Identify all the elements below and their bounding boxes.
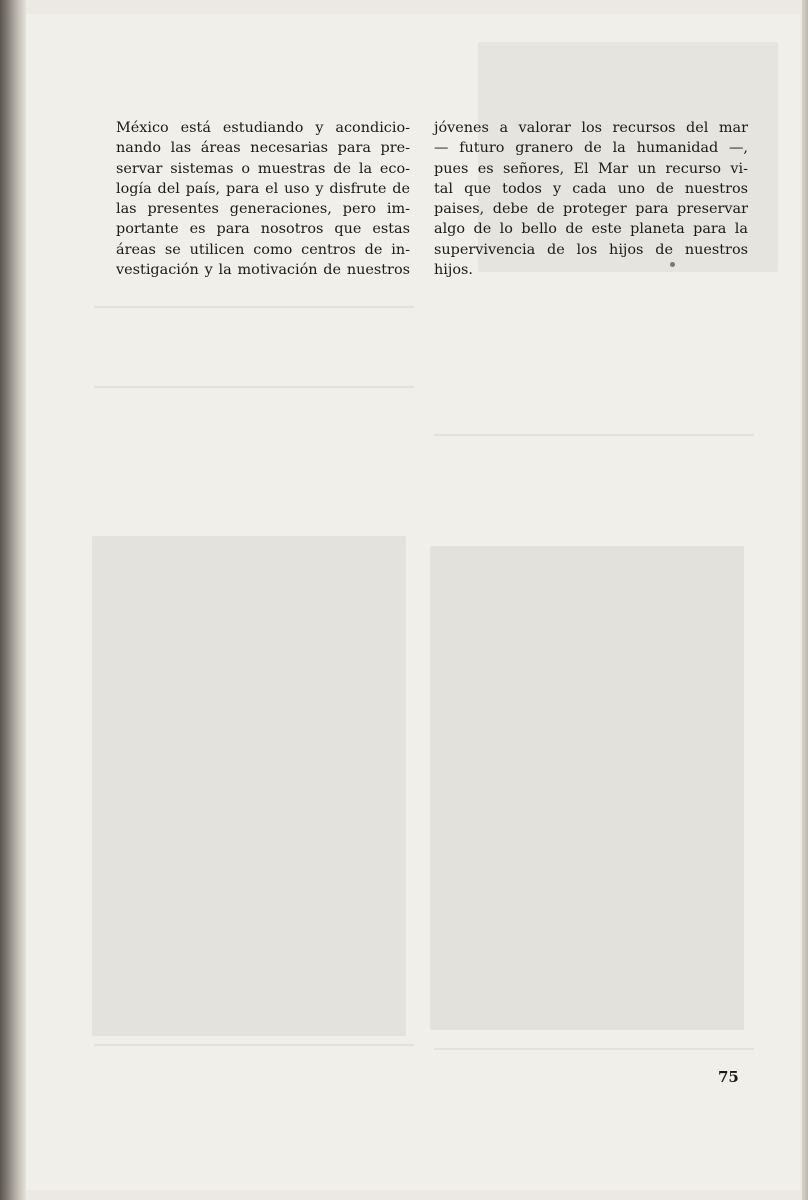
page-number: 75 <box>718 1068 739 1086</box>
text-line: paises, debe de proteger para preservar <box>434 201 748 218</box>
text-line: algo de lo bello de este planeta para la <box>434 221 748 238</box>
body-text-right-column <box>434 118 748 280</box>
bleed-through-line <box>94 306 414 308</box>
text-line: servar sistemas o muestras de la eco- <box>116 160 410 177</box>
bleed-through-line <box>434 434 754 436</box>
bleed-through-line <box>94 386 414 388</box>
book-binding-shadow <box>0 0 26 1200</box>
text-line: vestigación y la motivación de nuestros <box>116 262 410 279</box>
text-line: las presentes generaciones, pero im- <box>116 201 410 218</box>
text-line: jóvenes a valorar los recursos del mar <box>434 120 748 136</box>
text-line: pues es señores, El Mar un recurso vi- <box>434 160 748 177</box>
body-text-left-column <box>116 118 410 280</box>
text-line: áreas se utilicen como centros de in- <box>116 241 410 258</box>
bleed-through-line <box>434 1048 754 1050</box>
bleed-through-line <box>94 1044 414 1046</box>
text-line: nando las áreas necesarias para pre- <box>116 140 410 157</box>
text-line: supervivencia de los hijos de nuestros <box>434 241 748 258</box>
text-line: tal que todos y cada uno de nuestros <box>434 180 748 197</box>
text-line: México está estudiando y acondicio- <box>116 120 410 136</box>
page-edge <box>802 0 808 1200</box>
text-line: — futuro granero de la humanidad —, <box>434 140 748 157</box>
text-line: hijos. <box>434 262 473 279</box>
bleed-through-photo <box>92 536 406 1036</box>
text-line: portante es para nosotros que estas <box>116 221 410 238</box>
ink-speck <box>670 262 675 267</box>
bleed-through-photo <box>430 546 744 1030</box>
text-line: logía del país, para el uso y disfrute de <box>116 180 410 197</box>
